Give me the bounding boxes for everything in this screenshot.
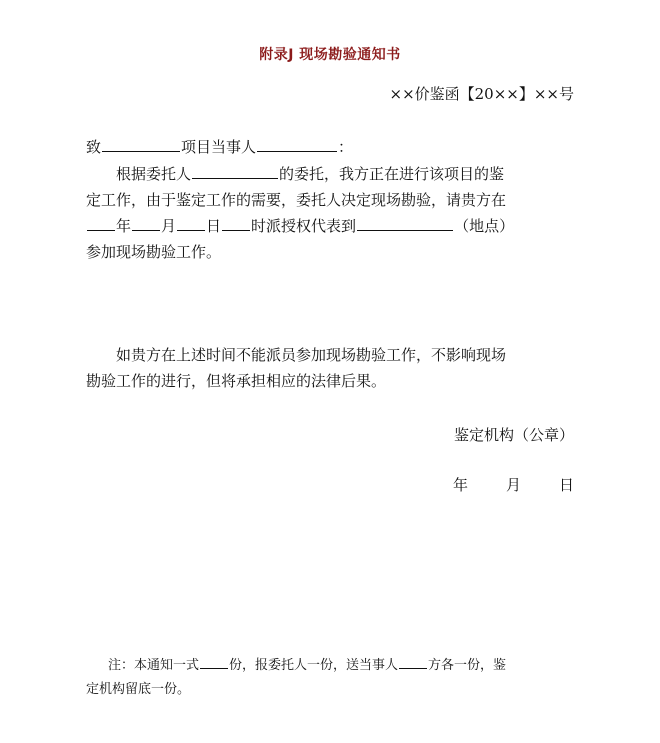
- signature-date: [453, 474, 574, 495]
- note-line2: 定机构留底一份。: [86, 682, 191, 697]
- paragraph1-line4: 参加现场勘验工作。: [86, 243, 222, 261]
- client-blank: [192, 164, 278, 179]
- recipient-blank: [102, 137, 180, 152]
- day-label: 日: [206, 217, 222, 235]
- hour-blank: [222, 216, 250, 231]
- p1-text: 的委托，我方正在进行该项目的鉴: [279, 165, 505, 183]
- location-label: （地点）: [454, 217, 515, 235]
- month-label: 月: [161, 217, 177, 235]
- signature-month: 月: [505, 476, 521, 494]
- signature-day: 日: [558, 476, 574, 494]
- p1-text: 时派授权代表到: [251, 217, 357, 235]
- year-blank: [87, 216, 115, 231]
- paragraph1-line2: 定工作，由于鉴定工作的需要，委托人决定现场勘验，请贵方在: [86, 191, 507, 209]
- note-line1: [86, 654, 506, 673]
- signature-org: 鉴定机构（公章）: [453, 426, 574, 444]
- document-title: 附录J 现场勘验通知书: [259, 47, 401, 63]
- day-blank: [177, 216, 205, 231]
- paragraph2-line1: 如贵方在上述时间不能派员参加现场勘验工作，不影响现场: [116, 346, 507, 364]
- salutation-colon: ：: [338, 138, 354, 156]
- year-label: 年: [116, 217, 132, 235]
- paragraph1-line1: [86, 163, 616, 184]
- document-number: ××价鉴函【20××】××号: [389, 85, 574, 103]
- party-blank: [257, 137, 337, 152]
- salutation-party: 项目当事人: [181, 138, 257, 156]
- month-blank: [132, 216, 160, 231]
- signature-year: 年: [452, 476, 468, 494]
- note-text: 方各一份，鉴: [428, 658, 507, 673]
- paragraph1-line3: [86, 215, 586, 236]
- salutation-line: [86, 136, 586, 157]
- note-text: 份，报委托人一份，送当事人: [229, 658, 399, 673]
- salutation-to: 致: [86, 138, 102, 156]
- paragraph2-line2: 勘验工作的进行，但将承担相应的法律后果。: [86, 372, 387, 390]
- note-text: 注：本通知一式: [108, 658, 200, 673]
- location-blank: [357, 216, 453, 231]
- copies-blank: [200, 656, 228, 669]
- p1-text: 根据委托人: [116, 165, 192, 183]
- parties-blank: [399, 656, 427, 669]
